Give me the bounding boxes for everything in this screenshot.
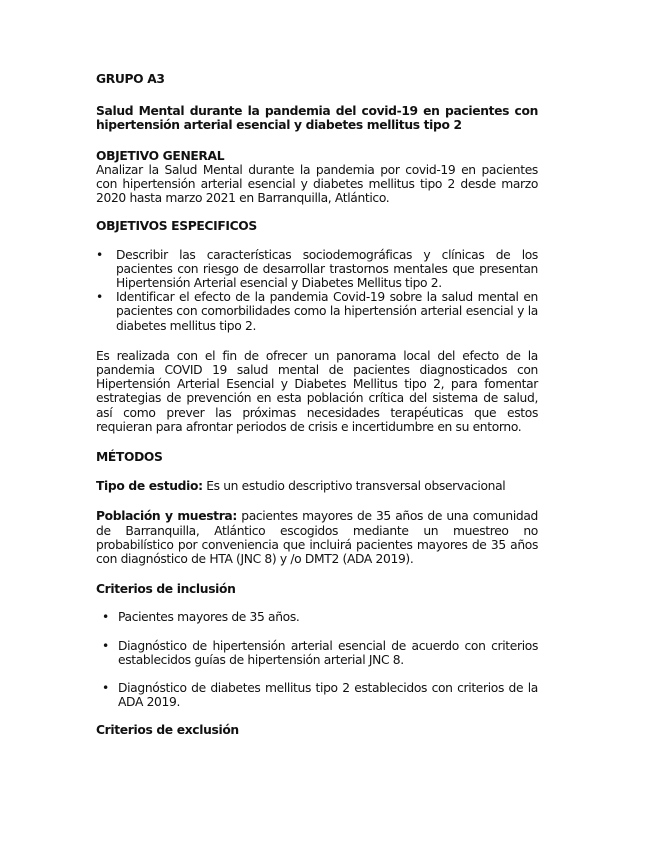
general-objective-section: [96, 149, 538, 206]
list-item: • Identificar el efecto de la pandemia Covid-19 sobre la salud mental en pacientes con comorbilidades como la hipertensión arterial esencial y la diabetes mellitus tipo 2.: [96, 290, 538, 333]
general-objective-text: Analizar la Salud Mental durante la pandemia por covid-19 en pacientes con hipertensión arterial esencial y diabetes mellitus tipo 2 desde marzo 2020 hasta marzo 2021 en Barranquilla, Atlántico.: [96, 162, 538, 206]
study-type-value: Es un estudio descriptivo transversal observacional: [202, 479, 506, 494]
list-item: • Pacientes mayores de 35 años.: [96, 610, 538, 624]
specific-objectives-list: [96, 248, 538, 333]
population-label: Población y muestra:: [96, 509, 237, 524]
population-value: pacientes mayores de 35 años de una comunidad de Barranquilla, Atlántico escogidos mediante un muestreo no probabilístico por conveniencia que incluirá pacientes mayores de 35 años con diagnóstico de HTA (JNC 8) y /o DMT2 (ADA 2019).: [96, 509, 538, 567]
study-type-label: Tipo de estudio:: [96, 479, 203, 494]
exclusion-heading: Criterios de exclusión: [96, 722, 239, 737]
inclusion-criteria-list: [96, 610, 538, 709]
general-objective-heading: OBJETIVO GENERAL: [96, 148, 225, 163]
population-paragraph: [96, 509, 538, 566]
specific-objectives-heading: OBJETIVOS ESPECIFICOS: [96, 219, 257, 234]
document-title: Salud Mental durante la pandemia del covid-19 en pacientes con hipertensión arterial esencial y diabetes mellitus tipo 2: [96, 104, 538, 133]
inclusion-heading: Criterios de inclusión: [96, 582, 236, 597]
list-item: • Describir las características sociodemográficas y clínicas de los pacientes con riesgo de desarrollar trastornos mentales que presentan Hipertensión Arterial esencial y Diabetes Mellitus tipo 2.: [96, 248, 538, 291]
group-label: GRUPO A3: [96, 72, 165, 86]
list-item: • Diagnóstico de hipertensión arterial esencial de acuerdo con criterios establecidos guías de hipertensión arterial JNC 8.: [96, 639, 538, 667]
list-item: • Diagnóstico de diabetes mellitus tipo 2 establecidos con criterios de la ADA 2019.: [96, 681, 538, 709]
methods-heading: MÉTODOS: [96, 450, 163, 465]
study-type-paragraph: [96, 479, 538, 493]
justification-paragraph: Es realizada con el fin de ofrecer un panorama local del efecto de la pandemia COVID 19 salud mental de pacientes diagnosticados con Hipertensión Arterial Esencial y Diabetes Mellitus tipo 2, para fomentar estrategias de prevención en esta población crítica del sistema de salud, así como prever las próximas necesidades terapéuticas que estos requieran para afrontar periodos de crisis e incertidumbre en su entorno.: [96, 348, 538, 434]
document-page: [96, 72, 538, 737]
